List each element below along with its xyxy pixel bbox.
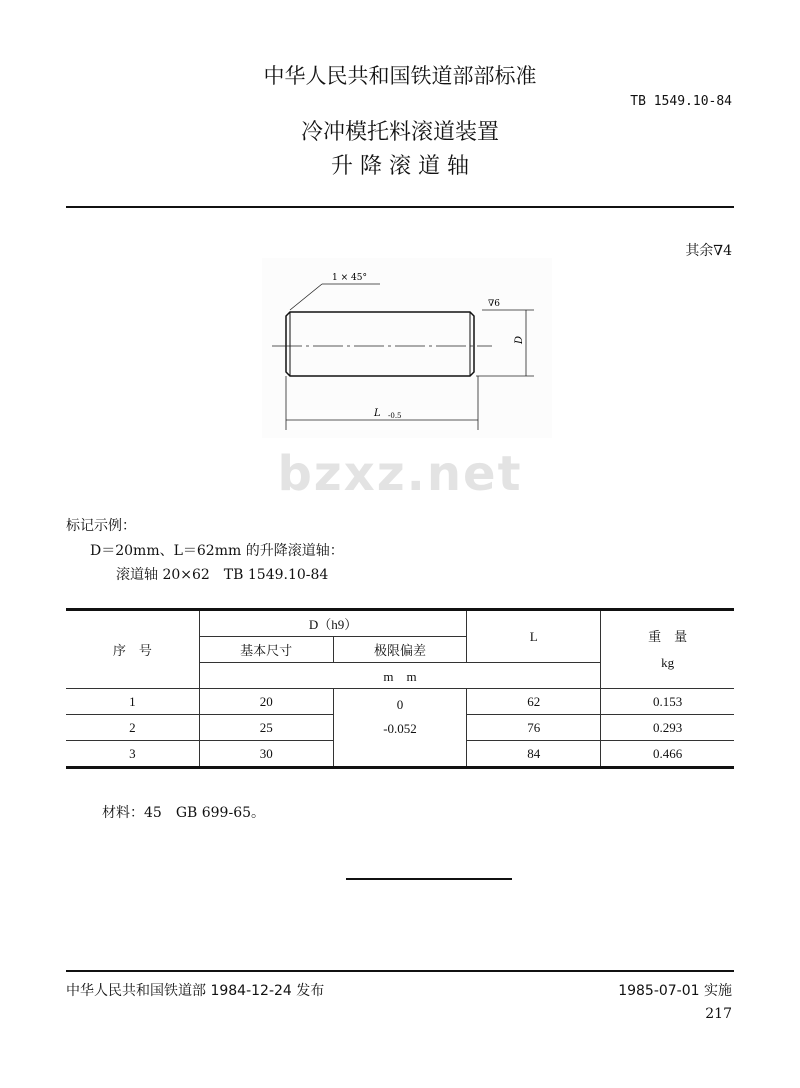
doc-title-2: 升 降 滚 道 轴	[331, 154, 469, 179]
footer-rule	[66, 970, 734, 972]
issued-date: 中华人民共和国铁道部 1984-12-24 发布	[66, 983, 325, 999]
roughness-note: 其余∇4	[685, 243, 732, 259]
cell-no: 2	[66, 715, 199, 741]
cell-no: 3	[66, 741, 199, 768]
header-no: 序 号	[66, 610, 199, 689]
standard-code: TB 1549.10-84	[630, 94, 732, 109]
diameter-label: D	[514, 335, 525, 344]
org-title: 中华人民共和国铁道部部标准	[263, 64, 537, 88]
shaft-drawing	[262, 258, 552, 438]
header-unit: m m	[199, 663, 600, 689]
header-basic: 基本尺寸	[199, 637, 333, 663]
header-deviation: 极限偏差	[333, 637, 467, 663]
end-rule	[346, 878, 512, 880]
material-note: 材料：45 GB 699-65。	[102, 805, 266, 821]
cell-l: 84	[467, 741, 601, 768]
header-rule	[66, 206, 734, 208]
cell-l: 62	[467, 689, 601, 715]
header-d: D（h9）	[199, 610, 467, 637]
cell-weight: 0.466	[601, 741, 734, 768]
deviation-lower: -0.052	[383, 721, 417, 736]
table-row	[66, 689, 734, 715]
example-line-1: D＝20mm、L＝62mm 的升降滚道轴：	[90, 543, 344, 559]
deviation-upper: 0	[396, 697, 404, 712]
weight-unit: kg	[661, 654, 675, 670]
length-tolerance: -0.5	[388, 412, 402, 420]
surface-label: ∇6	[488, 299, 501, 309]
header-weight	[601, 610, 734, 689]
example-line-2: 滚道轴 20×62 TB 1549.10-84	[116, 567, 329, 583]
page-number: 217	[705, 1006, 732, 1022]
effective-date: 1985-07-01 实施	[618, 983, 732, 999]
header-l: L	[467, 610, 601, 663]
cell-d: 25	[199, 715, 333, 741]
cell-weight: 0.293	[601, 715, 734, 741]
watermark: bzxz.net	[277, 446, 523, 502]
cell-no: 1	[66, 689, 199, 715]
cell-d: 20	[199, 689, 333, 715]
cell-d: 30	[199, 741, 333, 768]
chamfer-label: 1 × 45°	[332, 273, 367, 283]
example-label: 标记示例：	[66, 518, 136, 534]
doc-title-1: 冷冲模托料滚道装置	[300, 120, 499, 145]
dimension-table	[66, 608, 734, 769]
cell-l: 76	[467, 715, 601, 741]
cell-weight: 0.153	[601, 689, 734, 715]
weight-label: 重 量	[648, 628, 688, 644]
length-label: L	[374, 408, 381, 419]
cell-deviation	[333, 689, 467, 768]
